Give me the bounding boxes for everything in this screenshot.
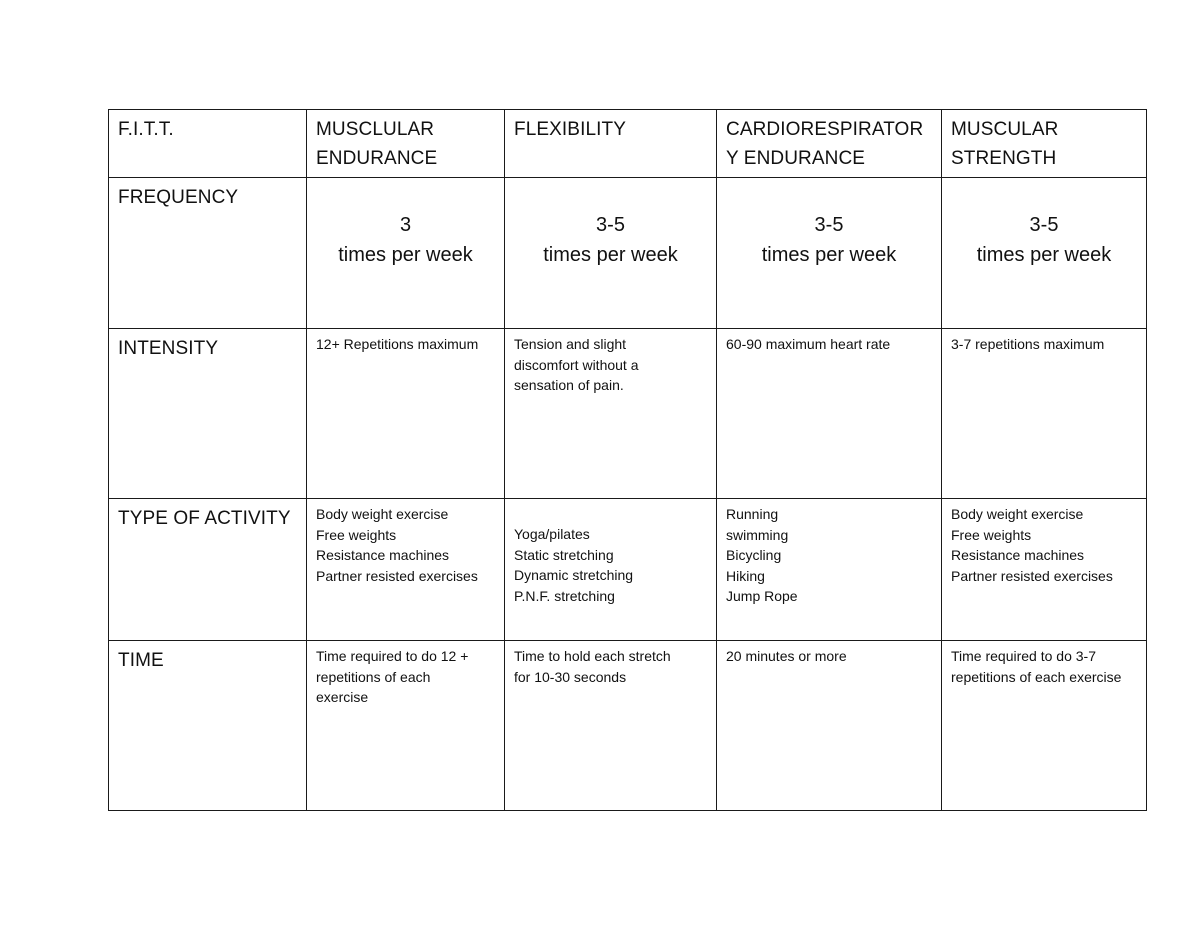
header-cardiorespiratory-endurance: CARDIORESPIRATOR Y ENDURANCE: [717, 110, 942, 178]
row-label-frequency: FREQUENCY: [109, 178, 307, 329]
frequency-cell-flexibility: [505, 178, 717, 329]
row-label-intensity: INTENSITY: [109, 329, 307, 499]
row-label-time: TIME: [109, 641, 307, 811]
type-cell-muscular-strength: Body weight exercise Free weights Resistance machines Partner resisted exercises: [942, 499, 1147, 641]
type-cell-flexibility: [505, 499, 717, 641]
time-row: [109, 641, 1147, 811]
header-row: [109, 110, 1147, 178]
type-list-flexibility: Yoga/pilates Static stretching Dynamic stretching P.N.F. stretching: [514, 526, 634, 604]
time-cell-flexibility: Time to hold each stretch for 10-30 seconds: [505, 641, 717, 811]
frequency-row: [109, 178, 1147, 329]
time-cell-muscular-strength: Time required to do 3-7 repetitions of each exercise: [942, 641, 1147, 811]
intensity-cell-flexibility: Tension and slight discomfort without a sensation of pain.: [505, 329, 717, 499]
frequency-value: 3-5 times per week: [976, 214, 1112, 266]
header-muscular-strength: MUSCULAR STRENGTH: [942, 110, 1147, 178]
type-cell-muscular-endurance: Body weight exercise Free weights Resistance machines Partner resisted exercises: [307, 499, 505, 641]
frequency-value: 3 times per week: [338, 214, 473, 266]
type-cell-cardiorespiratory: Running swimming Bicycling Hiking Jump Rope: [717, 499, 942, 641]
frequency-cell-cardiorespiratory: [717, 178, 942, 329]
frequency-cell-muscular-endurance: [307, 178, 505, 329]
fitt-table: [108, 109, 1147, 811]
type-row: [109, 499, 1147, 641]
frequency-value: 3-5 times per week: [543, 214, 678, 266]
intensity-cell-muscular-endurance: 12+ Repetitions maximum: [307, 329, 505, 499]
row-label-type-of-activity: TYPE OF ACTIVITY: [109, 499, 307, 641]
header-flexibility: FLEXIBILITY: [505, 110, 717, 178]
frequency-value: 3-5 times per week: [761, 214, 897, 266]
intensity-cell-cardiorespiratory: 60-90 maximum heart rate: [717, 329, 942, 499]
header-corner-fitt: F.I.T.T.: [109, 110, 307, 178]
intensity-row: [109, 329, 1147, 499]
frequency-cell-muscular-strength: [942, 178, 1147, 329]
intensity-cell-muscular-strength: 3-7 repetitions maximum: [942, 329, 1147, 499]
time-cell-muscular-endurance: Time required to do 12 + repetitions of each exercise: [307, 641, 505, 811]
time-cell-cardiorespiratory: 20 minutes or more: [717, 641, 942, 811]
header-muscular-endurance: MUSCLULAR ENDURANCE: [307, 110, 505, 178]
